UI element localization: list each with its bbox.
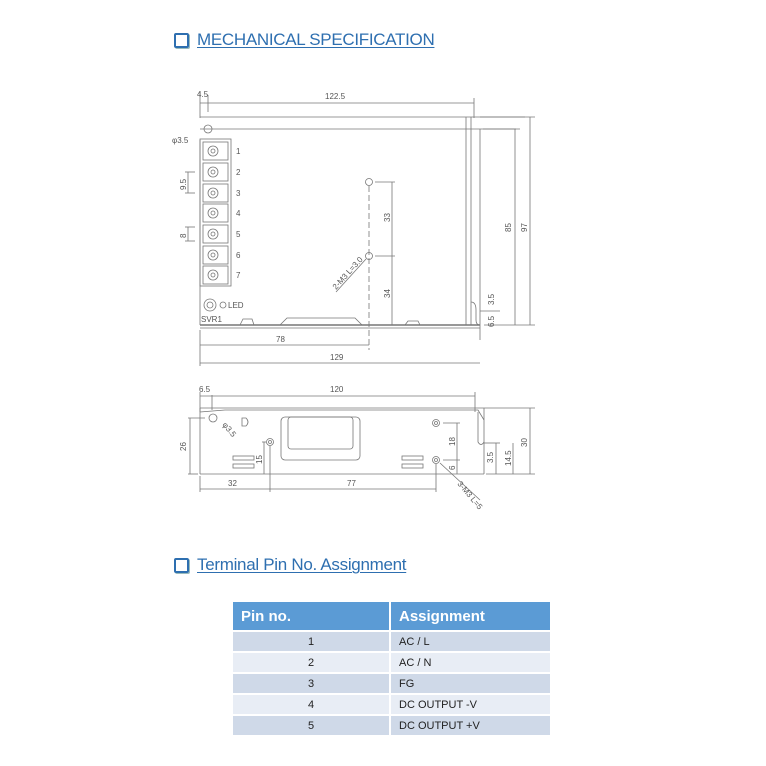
screw-note-top: 2-M3 L=3.0 [330, 255, 365, 292]
led-label: LED [228, 301, 244, 310]
dim-33: 33 [383, 213, 392, 222]
dim-85: 85 [504, 223, 513, 232]
svr-potentiometer-icon [204, 299, 216, 311]
pin-cell: 2 [233, 653, 389, 672]
assignment-cell: AC / L [389, 632, 550, 651]
terminal-pin-title: Terminal Pin No. Assignment [197, 555, 407, 574]
pin-label-1: 1 [236, 147, 241, 156]
dim-34: 34 [383, 289, 392, 298]
dim-3-5-side: 3.5 [486, 451, 495, 463]
dim-3-5-top: 3.5 [487, 293, 496, 305]
side-view [179, 385, 535, 512]
svr-label: SVR1 [201, 315, 222, 324]
screw-note-side: 3-M3 L=5 [455, 479, 485, 512]
mechanical-spec-title: MECHANICAL SPECIFICATION [197, 30, 435, 49]
terminal-pin-heading [174, 555, 406, 575]
table-row [233, 632, 550, 651]
dim-78: 78 [276, 335, 285, 344]
pin-label-4: 4 [236, 209, 241, 218]
assignment-cell: FG [389, 674, 550, 693]
dim-14-5: 14.5 [504, 450, 513, 466]
dim-4-5: 4.5 [197, 90, 209, 99]
header-assignment: Assignment [389, 602, 550, 630]
header-pin-no: Pin no. [233, 602, 389, 630]
dim-15: 15 [255, 455, 264, 464]
pin-assignment-table [233, 600, 550, 737]
dim-30: 30 [520, 438, 529, 447]
table-row [233, 716, 550, 735]
pin-cell: 3 [233, 674, 389, 693]
dim-18: 18 [448, 437, 457, 446]
pin-cell: 1 [233, 632, 389, 651]
dim-97: 97 [520, 223, 529, 232]
pin-label-2: 2 [236, 168, 241, 177]
dim-hole-dia: φ3.5 [172, 136, 189, 145]
assignment-cell: AC / N [389, 653, 550, 672]
led-indicator-icon [220, 302, 226, 308]
dim-32: 32 [228, 479, 237, 488]
dim-6: 6 [448, 465, 457, 470]
top-view [172, 90, 535, 366]
table-row [233, 695, 550, 714]
dim-26: 26 [179, 442, 188, 451]
side-hole [209, 414, 217, 422]
dim-6-5-top: 6.5 [487, 315, 496, 327]
dim-120: 120 [330, 385, 344, 394]
pin-label-3: 3 [236, 189, 241, 198]
pin-label-7: 7 [236, 271, 241, 280]
pin-cell: 4 [233, 695, 389, 714]
dim-9-5: 9.5 [179, 178, 188, 190]
table-row [233, 674, 550, 693]
assignment-cell: DC OUTPUT -V [389, 695, 550, 714]
table-row [233, 653, 550, 672]
pin-label-5: 5 [236, 230, 241, 239]
pin-cell: 5 [233, 716, 389, 735]
dim-122-5: 122.5 [325, 92, 346, 101]
dim-77: 77 [347, 479, 356, 488]
dim-129: 129 [330, 353, 344, 362]
mount-hole-upper [366, 179, 373, 186]
pin-label-6: 6 [236, 251, 241, 260]
terminal-block [203, 142, 228, 284]
table-header-row [233, 602, 550, 630]
assignment-cell: DC OUTPUT +V [389, 716, 550, 735]
dim-hole-dia-side: φ3.5 [220, 420, 238, 439]
checkbox-bullet-icon [174, 558, 189, 573]
dim-8: 8 [179, 233, 188, 238]
dim-6-5-side: 6.5 [199, 385, 211, 394]
